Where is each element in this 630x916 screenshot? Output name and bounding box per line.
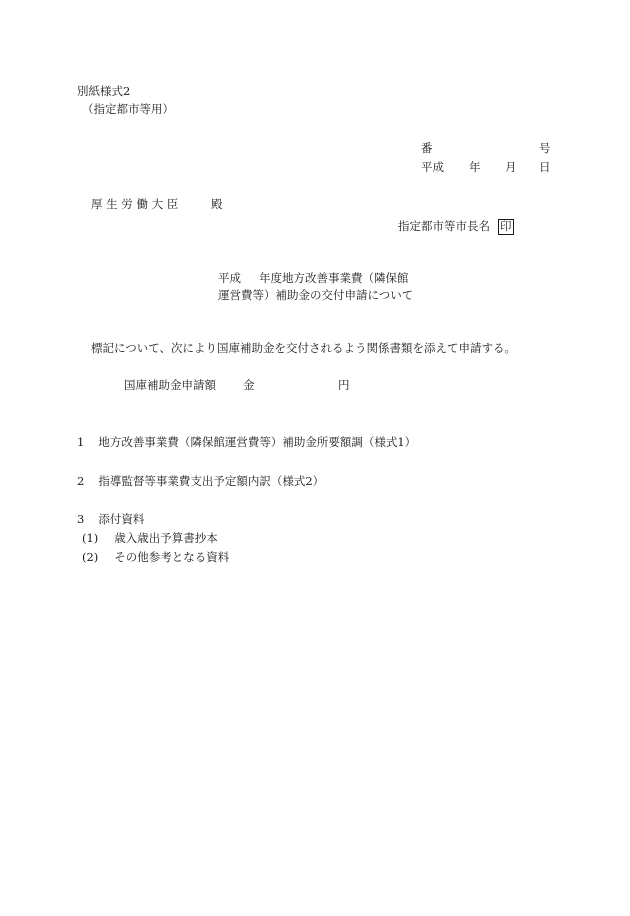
ref-day: 日 <box>539 160 551 174</box>
subject-line2: 運営費等）補助金の交付申請について <box>218 288 414 302</box>
ref-go: 号 <box>539 141 551 155</box>
form-for: （指定都市等用） <box>82 102 174 116</box>
item-3 <box>77 514 144 526</box>
subject-line1-rest: 年度地方改善事業費（隣保館 <box>259 271 409 285</box>
ref-year: 年 <box>469 160 481 174</box>
amount-label: 国庫補助金申請額 <box>124 378 216 392</box>
subject-era: 平成 <box>218 271 241 285</box>
attachment-2 <box>82 552 229 564</box>
attachment-text: 歳入歳出予算書抄本 <box>114 531 218 545</box>
ref-ban: 番 <box>421 141 433 155</box>
amount-yen: 円 <box>338 378 350 392</box>
item-number: 2 <box>77 474 85 488</box>
item-text: 添付資料 <box>98 512 145 526</box>
addressee-minister: 厚 生 労 働 大 臣 <box>91 197 179 211</box>
amount-kin: 金 <box>243 378 255 392</box>
item-text: 指導監督等事業費支出予定額内訳（様式2） <box>98 474 325 488</box>
ref-era: 平成 <box>421 160 444 174</box>
sender-title: 指定都市等市長名 <box>398 219 490 233</box>
item-number: 1 <box>77 435 85 449</box>
attachment-text: その他参考となる資料 <box>114 550 230 564</box>
subject-line1 <box>218 273 409 285</box>
attachment-number: (2) <box>82 550 99 564</box>
attachment-1 <box>82 533 218 545</box>
sender-block <box>398 219 514 235</box>
item-number: 3 <box>77 512 85 526</box>
item-1 <box>77 437 416 449</box>
item-text: 地方改善事業費（隣保館運営費等）補助金所要額調（様式1） <box>98 435 417 449</box>
addressee-honorific: 殿 <box>211 197 223 211</box>
seal-mark: 印 <box>500 219 512 233</box>
attachment-number: (1) <box>82 531 99 545</box>
body-text: 標記について、次により国庫補助金を交付されるよう関係書類を添えて申請する。 <box>91 341 517 355</box>
form-id: 別紙様式2 <box>77 84 131 98</box>
item-2 <box>77 476 324 488</box>
ref-month: 月 <box>505 160 517 174</box>
